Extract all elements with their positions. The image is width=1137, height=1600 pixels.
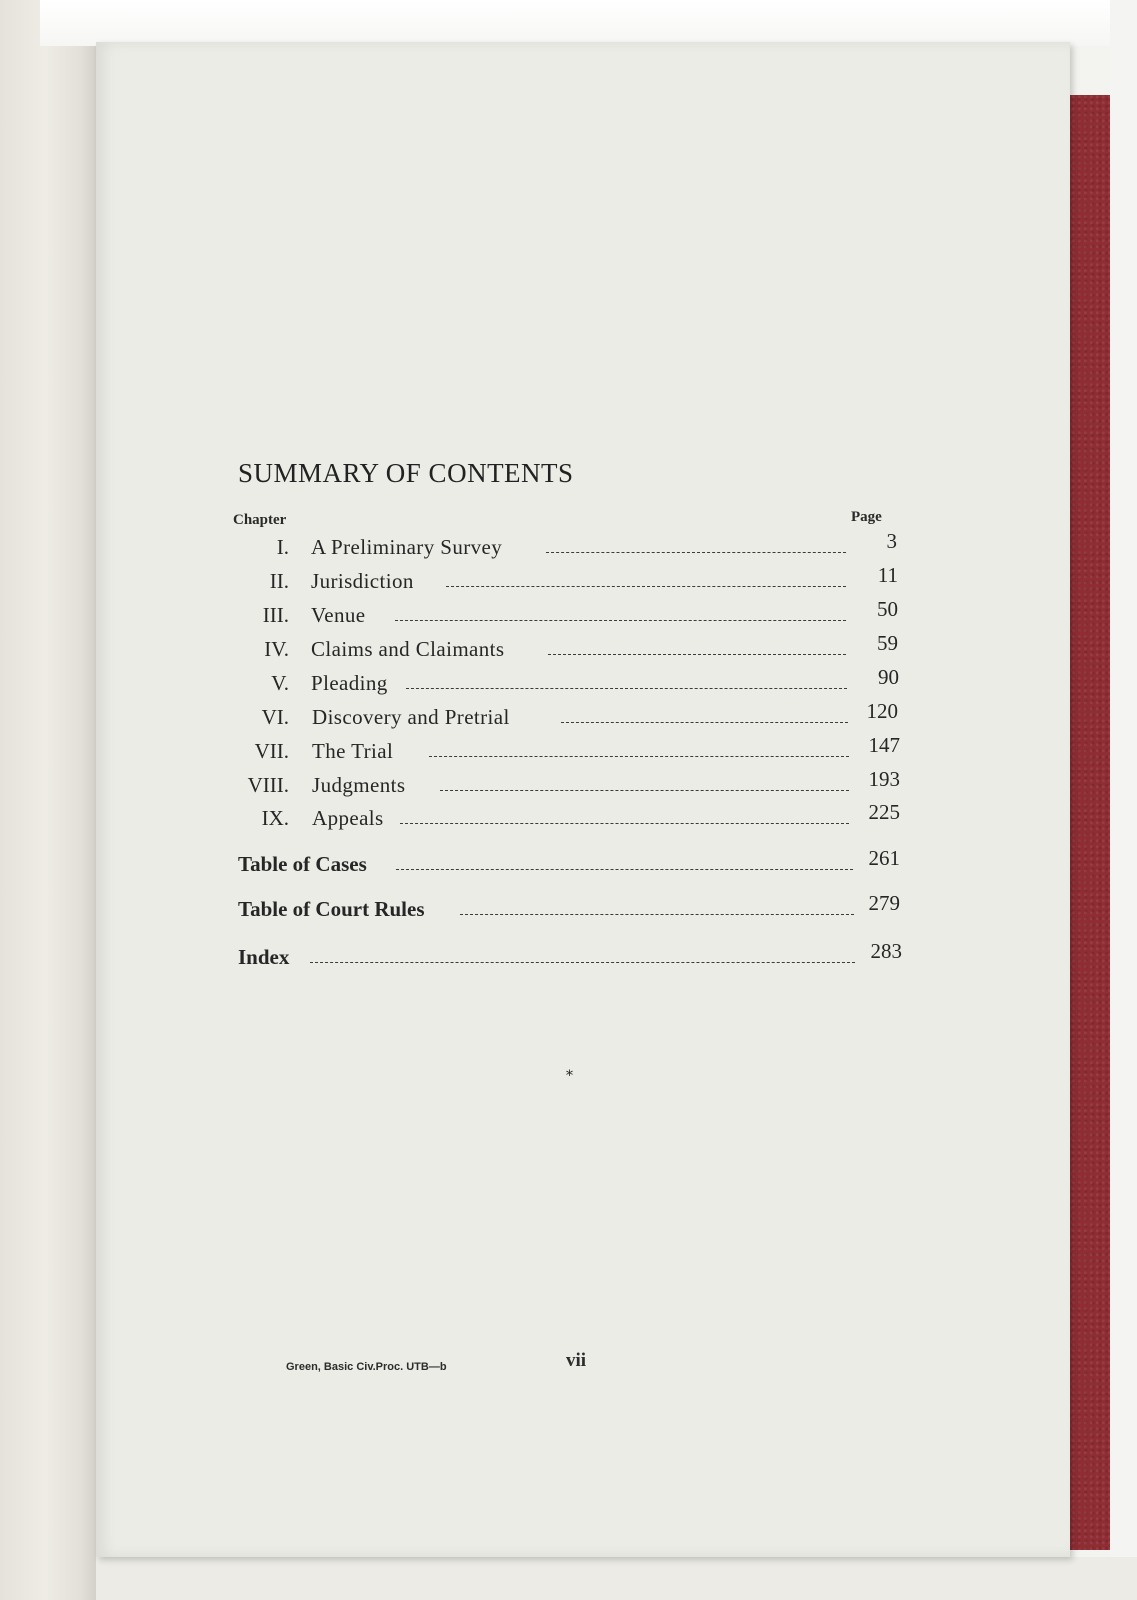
chapter-number: V. (271, 671, 289, 695)
toc-row (236, 733, 900, 769)
page-number: 279 (868, 891, 900, 915)
toc-row (236, 529, 897, 565)
page-number: 283 (870, 939, 902, 963)
chapter-number: III. (262, 603, 289, 627)
toc-row (236, 699, 898, 735)
toc-row (236, 597, 898, 633)
dot-leader (396, 869, 853, 870)
chapter-title: A Preliminary Survey (311, 535, 503, 559)
chapter-title: Discovery and Pretrial (312, 705, 510, 729)
dot-leader (446, 586, 846, 587)
dot-leader (460, 914, 854, 915)
chapter-number: II. (269, 569, 289, 593)
page-number: 11 (877, 563, 898, 587)
back-matter-title: Table of Court Rules (238, 897, 425, 921)
footer-signature: Green, Basic Civ.Proc. UTB—b (286, 1361, 447, 1373)
chapter-number: VII. (254, 739, 289, 763)
folio-page-number: vii (566, 1350, 587, 1371)
chapter-title: Jurisdiction (311, 569, 414, 593)
facing-page-edge (0, 0, 100, 1600)
chapter-number: I. (276, 535, 289, 559)
page-column-label: Page (851, 509, 882, 525)
chapter-title: The Trial (312, 739, 394, 763)
page-number: 3 (886, 529, 897, 553)
chapter-title: Venue (311, 603, 366, 627)
chapter-title: Judgments (312, 773, 406, 797)
back-matter-title: Index (238, 945, 290, 969)
chapter-title: Pleading (311, 671, 388, 695)
chapter-number: IV. (264, 637, 289, 661)
page-number: 261 (868, 846, 900, 870)
dot-leader (395, 620, 846, 621)
page-title: SUMMARY OF CONTENTS (238, 458, 574, 488)
page-number: 225 (868, 800, 900, 824)
toc-row (236, 800, 900, 836)
background-top (40, 0, 1137, 46)
page-number: 59 (877, 631, 898, 655)
background-bottom (96, 1557, 1137, 1600)
dot-leader (440, 790, 849, 791)
chapter-title: Appeals (312, 806, 384, 830)
chapter-column-label: Chapter (233, 512, 287, 528)
dot-leader (546, 552, 846, 553)
chapter-title: Claims and Claimants (311, 637, 505, 661)
background-right (1110, 0, 1137, 1600)
chapter-number: VI. (261, 705, 289, 729)
dot-leader (429, 756, 849, 757)
dot-leader (310, 962, 855, 963)
page-number: 193 (868, 767, 900, 791)
dot-leader (561, 722, 848, 723)
dot-leader (548, 654, 846, 655)
dot-leader (406, 688, 847, 689)
toc-row (236, 767, 900, 803)
back-matter-title: Table of Cases (238, 852, 367, 876)
page-number: 50 (877, 597, 898, 621)
page-number: 147 (868, 733, 900, 757)
dot-leader (400, 823, 849, 824)
toc-row (236, 563, 898, 599)
toc-row (238, 891, 900, 927)
chapter-number: IX. (261, 806, 289, 830)
chapter-number: VIII. (247, 773, 289, 797)
ornament-asterisk: * (566, 1068, 573, 1084)
page-number: 90 (878, 665, 899, 689)
page-number: 120 (866, 699, 898, 723)
toc-row (238, 846, 900, 882)
toc-row (238, 939, 902, 975)
toc-row (236, 631, 898, 667)
toc-row (236, 665, 899, 701)
